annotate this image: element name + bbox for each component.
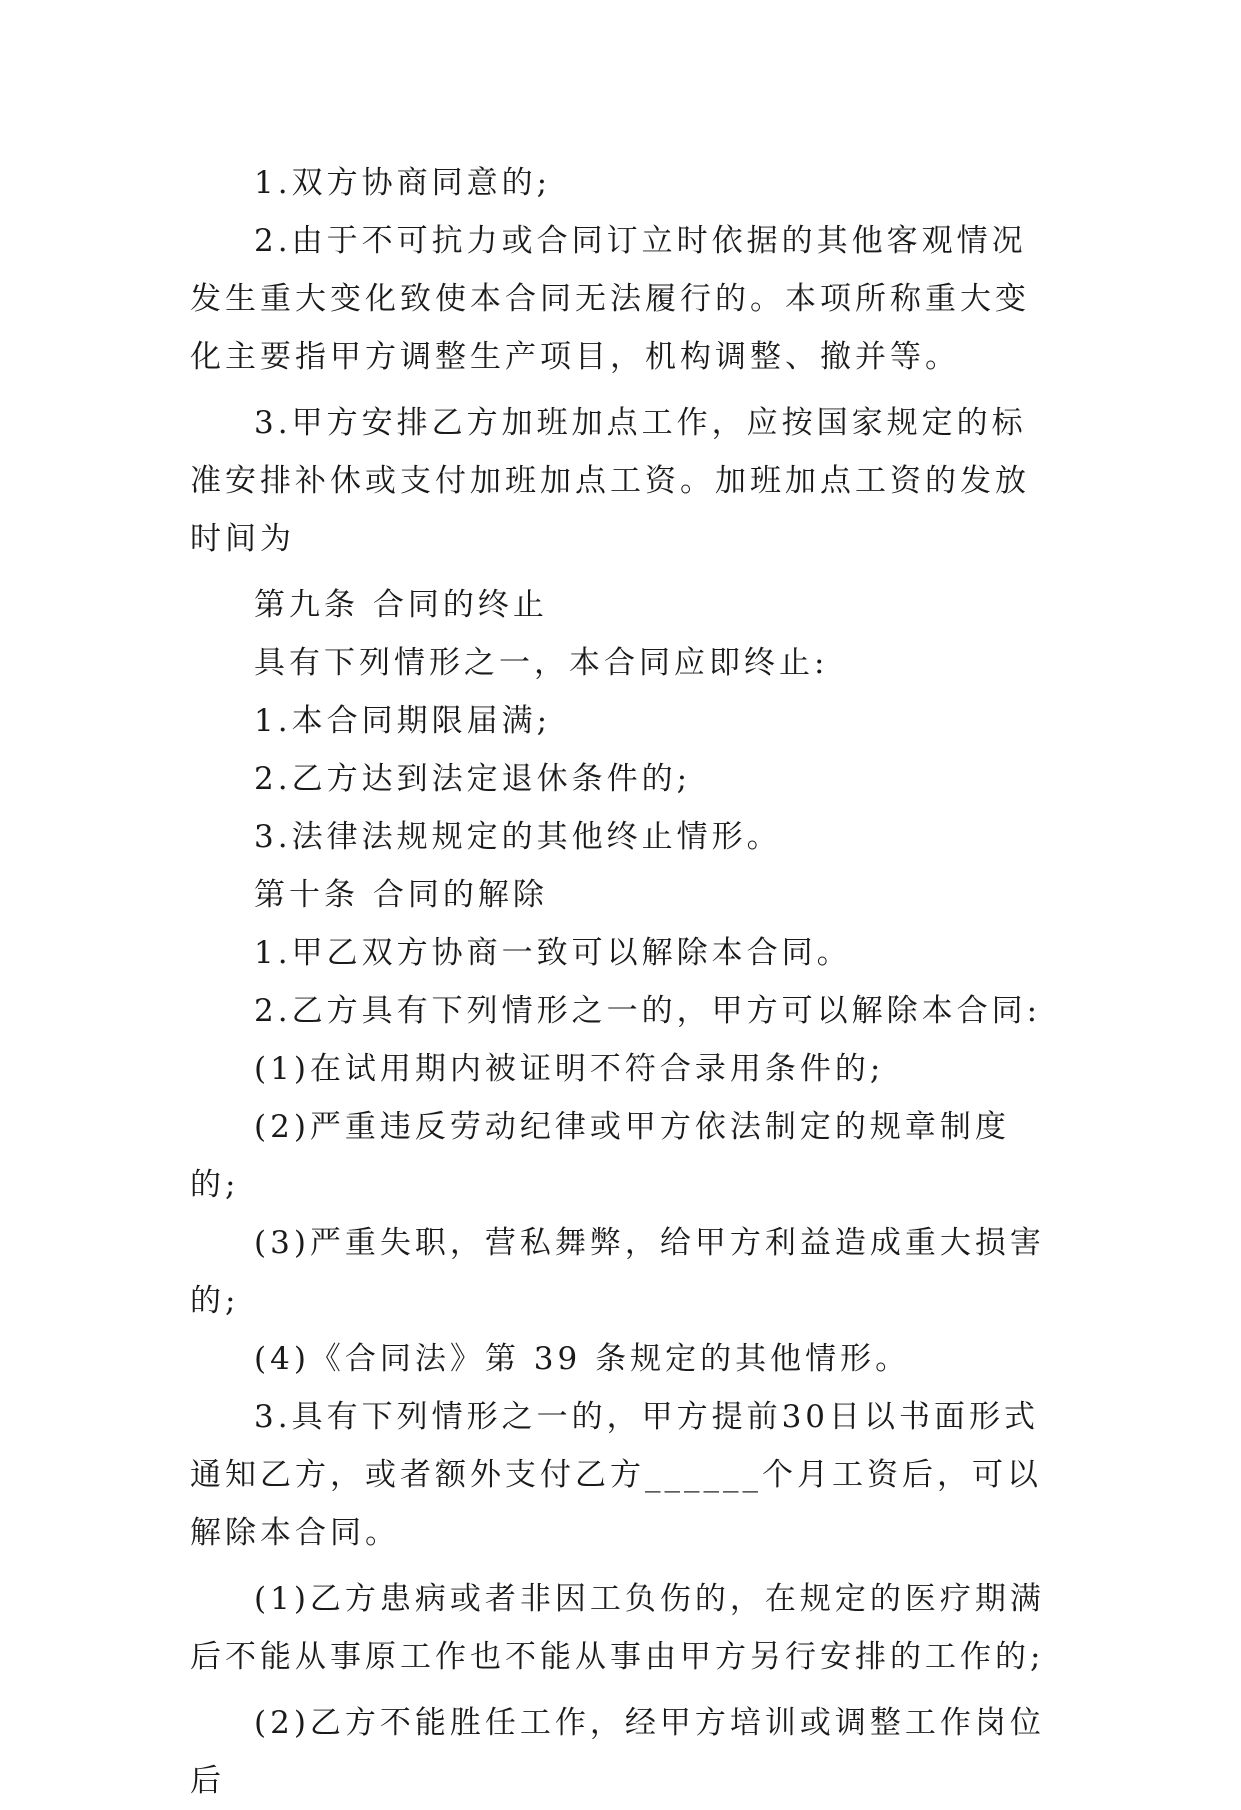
paragraph: 1.双方协商同意的;: [254, 165, 552, 201]
section-heading: 第九条 合同的终止: [254, 587, 548, 623]
paragraph: (4)《合同法》第 39 条规定的其他情形。: [254, 1341, 911, 1377]
paragraph: 3.具有下列情形之一的，甲方提前30日以书面形式通知乙方，或者额外支付乙方______个月工资后，可以解除本合同。: [190, 1399, 1042, 1551]
paragraph: (1)在试用期内被证明不符合录用条件的;: [254, 1051, 885, 1087]
document-body: [190, 154, 1050, 1810]
paragraph: 3.法律法规规定的其他终止情形。: [254, 819, 782, 855]
paragraph: 2.乙方具有下列情形之一的，甲方可以解除本合同:: [254, 993, 1042, 1029]
paragraph: (1)乙方患病或者非因工负伤的，在规定的医疗期满后不能从事原工作也不能从事由甲方另行安排的工作的;: [190, 1581, 1045, 1675]
paragraph: 2.乙方达到法定退休条件的;: [254, 761, 692, 797]
paragraph: 3.甲方安排乙方加班加点工作，应按国家规定的标准安排补休或支付加班加点工资。加班加点工资的发放时间为: [190, 405, 1030, 557]
paragraph: 1.甲乙双方协商一致可以解除本合同。: [254, 935, 852, 971]
section-heading: 第十条 合同的解除: [254, 877, 548, 913]
paragraph: 具有下列情形之一，本合同应即终止:: [254, 645, 829, 681]
paragraph: (2)严重违反劳动纪律或甲方依法制定的规章制度的;: [190, 1109, 1010, 1203]
paragraph: (3)严重失职，营私舞弊，给甲方利益造成重大损害的;: [190, 1225, 1045, 1319]
paragraph: 1.本合同期限届满;: [254, 703, 552, 739]
paragraph: 2.由于不可抗力或合同订立时依据的其他客观情况发生重大变化致使本合同无法履行的。本项所称重大变化主要指甲方调整生产项目，机构调整、撤并等。: [190, 223, 1030, 375]
paragraph: (2)乙方不能胜任工作，经甲方培训或调整工作岗位后: [190, 1705, 1045, 1799]
